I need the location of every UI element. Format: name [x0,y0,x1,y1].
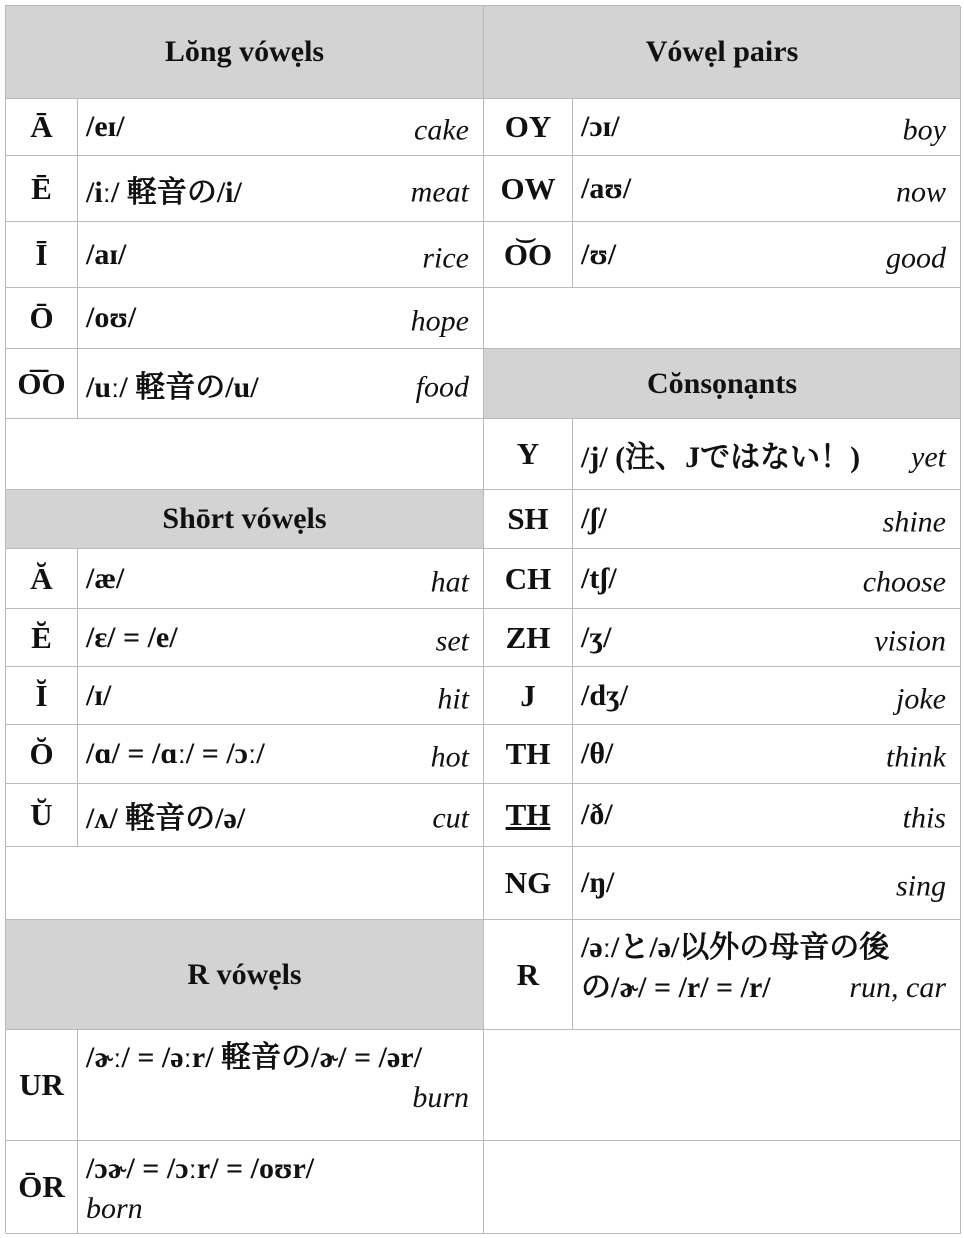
consonant-example: vision [874,623,946,657]
vowel-pair-symbol-text: OW [500,170,556,206]
short-vowel-symbol-2 [6,667,78,725]
long-vowel-symbol-1 [6,156,78,222]
spacer-left-1 [6,419,484,490]
long-vowel-symbol-text: Ō [29,300,54,335]
spacer-right-3 [484,1141,961,1234]
long-vowel-example: food [415,369,469,403]
long-vowel-row-3 [78,288,484,349]
consonant-row-3 [573,609,961,667]
vowel-pair-row-0 [573,99,961,156]
short-vowel-example: hot [430,740,469,774]
vowel-pair-symbol-text: OY [504,109,552,144]
consonant-row-7 [573,847,961,920]
consonant-symbol-5 [484,725,573,784]
vowel-pairs-header-title: Vówẹl pairs [645,35,799,68]
r-vowel-symbol-text: UR [19,1067,64,1102]
short-vowel-symbol-1 [6,609,78,667]
short-vowel-symbol-text: Ĕ [31,619,52,655]
consonant-ipa: /ʃ/ [581,502,607,535]
vowel-pair-example: now [895,174,946,208]
consonant-row-6 [573,784,961,847]
short-vowel-ipa: /ɑ/ = /ɑː/ = /ɔː/ [86,737,265,770]
long-vowel-ipa: /iː/ 軽音の/i/ [86,175,242,209]
r-vowel-example: born [86,1192,143,1225]
r-vowel-symbol-text: ŌR [18,1169,65,1204]
short-vowels-header [6,490,484,549]
vowel-pair-example: boy [902,113,946,147]
consonant-symbol-text: SH [507,501,549,536]
vowel-pair-ipa: /ɔɪ/ [581,110,620,143]
r-vowel-ipa: /ɔɚ/ = /ɔːr/ = /oʊr/ [86,1152,315,1185]
consonant-example: joke [896,681,946,715]
pronunciation-table [5,5,960,1233]
long-vowel-example: rice [422,240,469,274]
consonant-symbol-0 [484,419,573,490]
long-vowel-example: hope [410,304,469,338]
consonant-symbol-text: CH [504,560,552,596]
consonant-example: choose [862,564,946,598]
consonant-example: think [886,740,946,774]
long-vowel-symbol-3 [6,288,78,349]
short-vowel-row-1 [78,609,484,667]
consonant-symbol-7 [484,847,573,920]
long-vowel-symbol-text: Ī [35,236,48,272]
long-vowel-ipa: /eɪ/ [86,110,125,143]
r-vowel-symbol-1 [6,1141,78,1234]
short-vowel-example: set [435,623,469,657]
consonant-ipa: /dʒ/ [581,678,629,712]
long-vowel-ipa: /uː/ 軽音の/u/ [86,370,259,404]
vowel-pair-row-1 [573,156,961,222]
short-vowel-symbol-0 [6,549,78,609]
consonant-symbol-text: NG [504,865,552,900]
short-vowel-row-2 [78,667,484,725]
long-vowel-symbol-4 [6,349,78,419]
short-vowel-example: hit [437,681,469,715]
long-vowel-example: meat [410,174,469,208]
consonant-ipa: /tʃ/ [581,561,617,595]
vowel-pair-symbol-text: O͝O [503,236,553,272]
long-vowels-header [6,6,484,99]
consonant-symbol-text: Y [516,436,540,471]
r-vowels-header-title: R vówẹls [187,957,302,991]
long-vowel-row-2 [78,222,484,288]
consonant-ipa: /θ/ [581,737,614,770]
r-vowel-example: burn [412,1081,469,1114]
short-vowel-symbol-text: Ŏ [29,736,54,771]
consonant-row-4 [573,667,961,725]
vowel-pair-row-2 [573,222,961,288]
consonant-row-0 [573,419,961,490]
consonant-example: this [902,801,946,835]
consonant-symbol-text: TH [505,736,551,771]
vowel-pair-ipa: /ʊ/ [581,237,617,271]
consonant-symbol-text: ZH [505,619,551,655]
r-vowels-header [6,920,484,1030]
r-vowel-ipa: /ɚː/ = /əːr/ 軽音の/ɚ/ = /ər/ [86,1041,422,1074]
short-vowel-symbol-text: Ă [30,560,53,596]
short-vowel-row-0 [78,549,484,609]
short-vowel-symbol-text: Ŭ [30,797,53,832]
long-vowel-ipa: /aɪ/ [86,237,127,271]
consonant-ipa: の/ɚ/ = /r/ = /r/ [581,971,771,1004]
long-vowel-ipa: /oʊ/ [86,301,137,334]
spacer-right-2 [484,1030,961,1141]
r-vowel-row-1 [78,1141,484,1234]
consonant-ipa-line2 [581,968,946,1008]
r-vowel-row-0 [78,1030,484,1141]
consonant-row-2 [573,549,961,609]
vowel-pair-symbol-2 [484,222,573,288]
short-vowel-row-4 [78,784,484,847]
spacer-right-1 [484,288,961,349]
vowel-pair-symbol-1 [484,156,573,222]
long-vowel-symbol-text: Ē [31,170,52,206]
long-vowel-row-1 [78,156,484,222]
vowel-pair-symbol-0 [484,99,573,156]
consonants-header [484,349,961,419]
consonant-ipa: /ð/ [581,798,613,831]
short-vowel-ipa: /ɪ/ [86,678,112,712]
consonant-symbol-1 [484,490,573,549]
long-vowel-symbol-2 [6,222,78,288]
consonants-header-title: Cŏnsọnạnts [646,366,798,400]
short-vowel-symbol-3 [6,725,78,784]
consonant-symbol-text: J [520,677,536,713]
long-vowel-row-0 [78,99,484,156]
consonant-row-5 [573,725,961,784]
consonant-symbol-3 [484,609,573,667]
short-vowel-ipa: /æ/ [86,561,125,595]
short-vowel-symbol-text: Ĭ [35,677,48,713]
consonant-example: sing [895,869,946,903]
consonant-symbol-text: R [516,956,540,992]
vowel-pair-ipa: /aʊ/ [581,171,632,205]
short-vowel-symbol-4 [6,784,78,847]
consonant-example: run, car [849,971,946,1004]
long-vowel-example: cake [414,113,469,147]
long-vowel-symbol-0 [6,99,78,156]
long-vowel-symbol-text: Ā [30,109,53,144]
short-vowel-ipa: /ɛ/ = /e/ [86,620,178,654]
short-vowel-example: hat [430,564,469,598]
consonant-row-8 [573,920,961,1030]
long-vowel-symbol-text: O͞O [17,365,66,401]
consonant-ipa-line1: /əː/と/ə/以外の母音の後 [581,931,890,964]
consonant-example: yet [911,440,946,474]
vowel-pair-example: good [886,240,946,274]
short-vowel-ipa: /ʌ/ 軽音の/ə/ [86,802,246,835]
consonant-symbol-2 [484,549,573,609]
long-vowels-header-title: Lŏng vówẹls [164,35,325,68]
short-vowel-row-3 [78,725,484,784]
consonant-ipa: /ʒ/ [581,620,612,654]
consonant-example: shine [882,505,946,539]
consonant-symbol-text: TH [505,797,551,832]
spacer-left-2 [6,847,484,920]
consonant-row-1 [573,490,961,549]
consonant-symbol-8 [484,920,573,1030]
vowel-pairs-header [484,6,961,99]
short-vowel-example: cut [432,801,469,835]
consonant-ipa: /j/ (注、Jではない！) [581,441,861,474]
consonant-symbol-6 [484,784,573,847]
r-vowel-symbol-0 [6,1030,78,1141]
consonant-symbol-4 [484,667,573,725]
consonant-ipa: /ŋ/ [581,866,615,899]
short-vowels-header-title: Shōrt vówẹls [162,502,327,535]
long-vowel-row-4 [78,349,484,419]
